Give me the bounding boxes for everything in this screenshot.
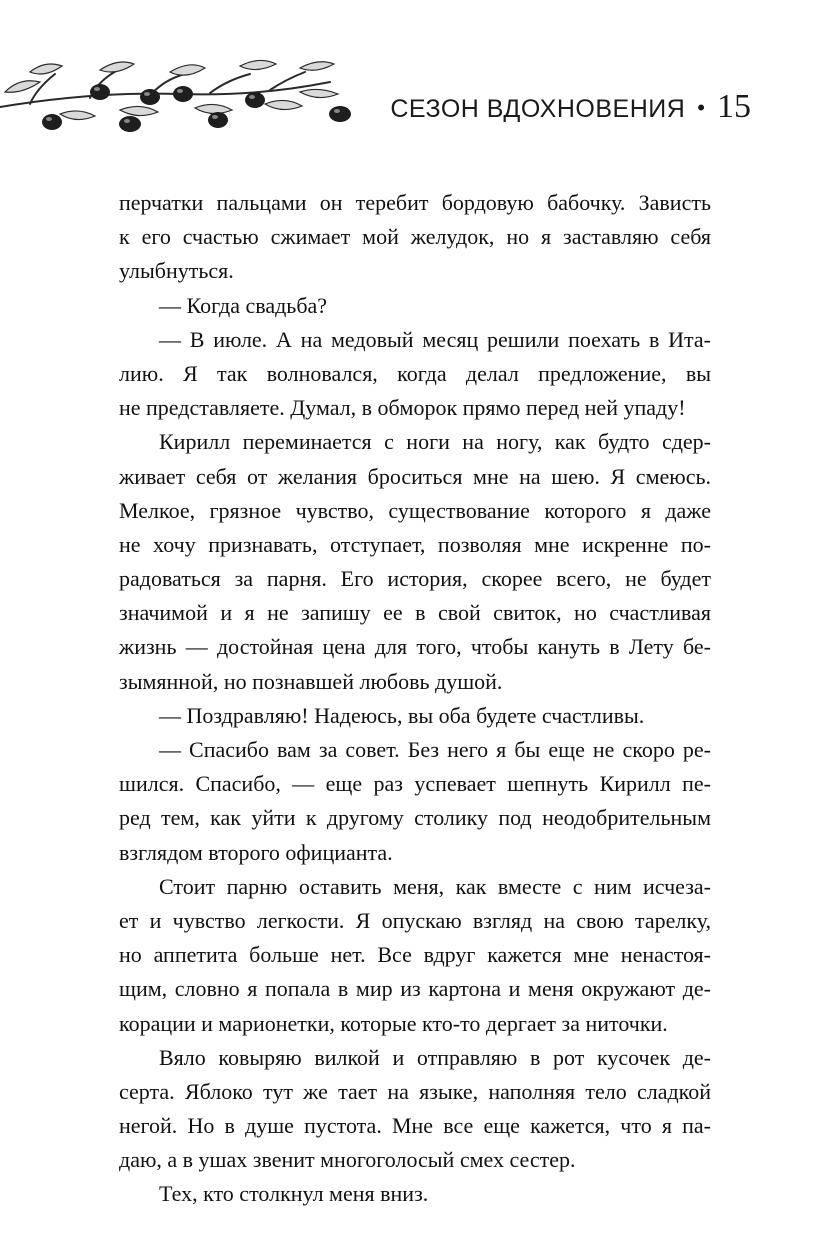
text-line: жизнь — достойная цена для того, чтобы кануть в Лету бе- <box>119 634 711 660</box>
text-line: Кирилл переминается с ноги на ногу, как будто сдер- <box>159 429 711 455</box>
text-line: шился. Спасибо, — еще раз успевает шепнуть Кирилл пе- <box>119 771 711 797</box>
text-line: Стоит парню оставить меня, как вместе с ним исчеза- <box>159 873 711 899</box>
text-line: даю, а в ушах звенит многоголосый смех сестер. <box>119 1147 576 1173</box>
body-text <box>119 186 711 1212</box>
text-line: Мелкое, грязное чувство, существование которого я даже <box>119 497 711 523</box>
running-title: СЕЗОН ВДОХНОВЕНИЯ <box>390 95 686 123</box>
text-line: щим, словно я попала в мир из картона и меня окружают де- <box>119 976 711 1002</box>
text-line: ред тем, как уйти к другому столику под неодобрительным <box>119 805 711 831</box>
text-line: Вяло ковыряю вилкой и отправляю в рот кусочек де- <box>159 1044 711 1070</box>
text-line: Тех, кто столкнул меня вниз. <box>159 1181 429 1207</box>
text-line: но аппетита больше нет. Все вдруг кажется мне ненастоя- <box>119 942 711 968</box>
text-line: не представляете. Думал, в обморок прямо перед ней упаду! <box>119 395 686 421</box>
text-line: перчатки пальцами он теребит бордовую бабочку. Зависть <box>119 190 711 215</box>
text-line: корации и марионетки, которые кто-то дергает за ниточки. <box>119 1010 668 1036</box>
text-line: взглядом второго официанта. <box>119 839 393 865</box>
text-line: ет и чувство легкости. Я опускаю взгляд на свою тарелку, <box>119 907 711 933</box>
text-line: — Поздравляю! Надеюсь, вы оба будете счастливы. <box>159 702 645 728</box>
text-line: — В июле. А на медовый месяц решили поехать в Ита- <box>159 326 711 352</box>
text-line: негой. Но в душе пустота. Мне все еще кажется, что я па- <box>119 1113 711 1139</box>
text-line: серта. Яблоко тут же тает на языке, наполняя тело сладкой <box>119 1078 711 1104</box>
text-line: улыбнуться. <box>119 258 234 284</box>
text-line: не хочу признавать, отступает, позволяя мне искренне по- <box>119 531 711 557</box>
olive-branch-icon <box>0 52 360 142</box>
running-head <box>390 88 751 126</box>
text-line: радоваться за парня. Его история, скорее всего, не будет <box>119 566 711 592</box>
text-line: лию. Я так волновался, когда делал предложение, вы <box>119 360 711 386</box>
text-line: живает себя от желания броситься мне на шею. Я смеюсь. <box>119 463 711 489</box>
text-line: к его счастью сжимает мой желудок, но я заставляю себя <box>119 224 711 250</box>
text-line: — Спасибо вам за совет. Без него я бы еще не скоро ре- <box>159 737 711 762</box>
text-line: — Когда свадьба? <box>159 292 328 318</box>
text-line: зымянной, но познавшей любовь душой. <box>119 668 503 694</box>
text-line: значимой и я не запишу ее в свой свиток, но счастливая <box>119 600 711 626</box>
separator-bullet: • <box>697 95 705 120</box>
page-number: 15 <box>717 88 751 125</box>
